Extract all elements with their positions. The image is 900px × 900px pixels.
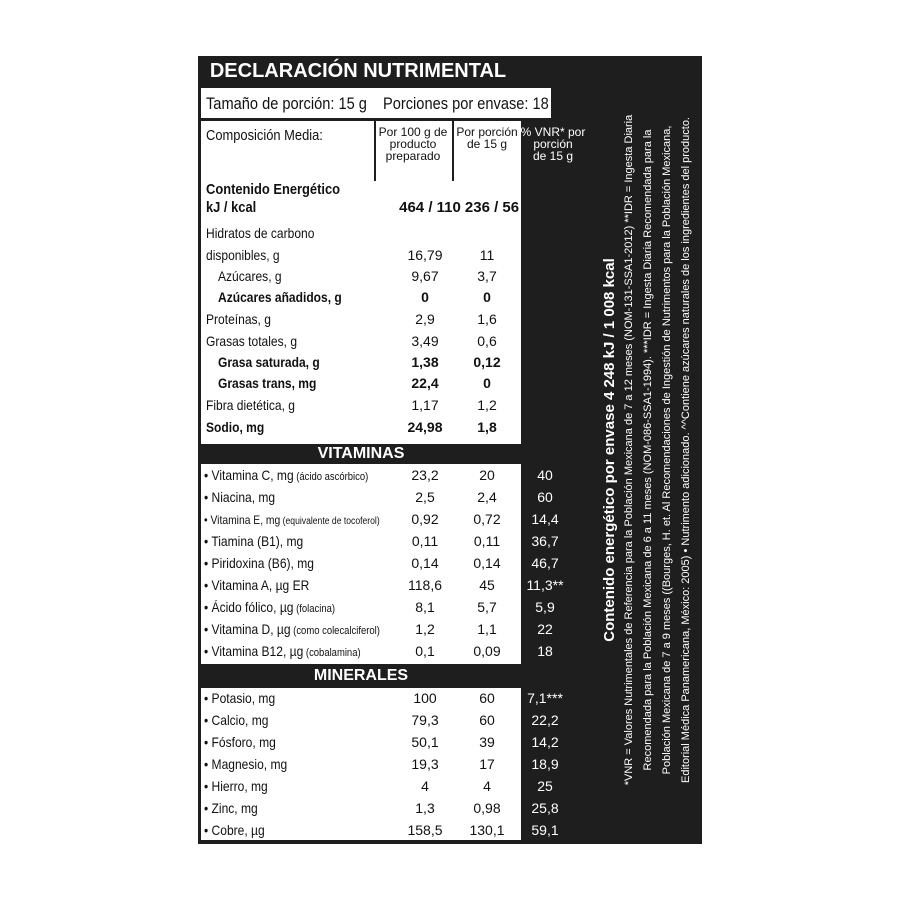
servings-per-container: Porciones por envase: 18: [383, 94, 549, 113]
minerals-title: MINERALES: [313, 667, 409, 684]
energy-label: Contenido Energético: [206, 181, 341, 198]
energy-per-container: Contenido energético por envase 4 248 kJ / 1 008 kcal: [601, 258, 618, 642]
vitamins-title: VITAMINAS: [317, 445, 405, 462]
label-title: DECLARACIÓN NUTRIMENTAL: [209, 60, 507, 82]
footnote-line: Editorial Médica Panamericana, México: 2005) • Nutrimento adicionado. ^^Contiene azúcares naturales de los ingredientes del producto.: [680, 117, 692, 783]
footnote-line: Población Mexicana de 7 a 9 meses ((Bourges, H. et. Al Recomendaciones de Ingestión de Nutrimentos para la Población Mexicana,: [661, 125, 673, 775]
serving-size: Tamaño de porción: 15 g: [206, 94, 367, 113]
per100-header: Por 100 g de producto preparado: [378, 125, 448, 163]
energy-unit: kJ / kcal: [206, 199, 257, 216]
footnote-line: Recomendada para la Población Mexicana de 6 a 11 meses (NOM-086-SSA1-1994). ***IDR = Ingesta Diaria Recomendada para la: [642, 129, 654, 771]
per-serving-header: Por porción de 15 g: [456, 125, 518, 151]
side-text: [600, 60, 700, 840]
energy-per100: 464 / 110: [399, 199, 461, 216]
footnote-line: *VNR = Valores Nutrimentales de Referencia para la Población Mexicana de 7 a 12 meses (NOM-131-SSA1-2012) **IDR = Ingesta Diaria: [623, 114, 635, 786]
vnr-header: % VNR* por porción de 15 g: [520, 125, 586, 163]
composition-header: Composición Media:: [206, 127, 323, 144]
energy-per-serving: 236 / 56: [464, 199, 520, 216]
